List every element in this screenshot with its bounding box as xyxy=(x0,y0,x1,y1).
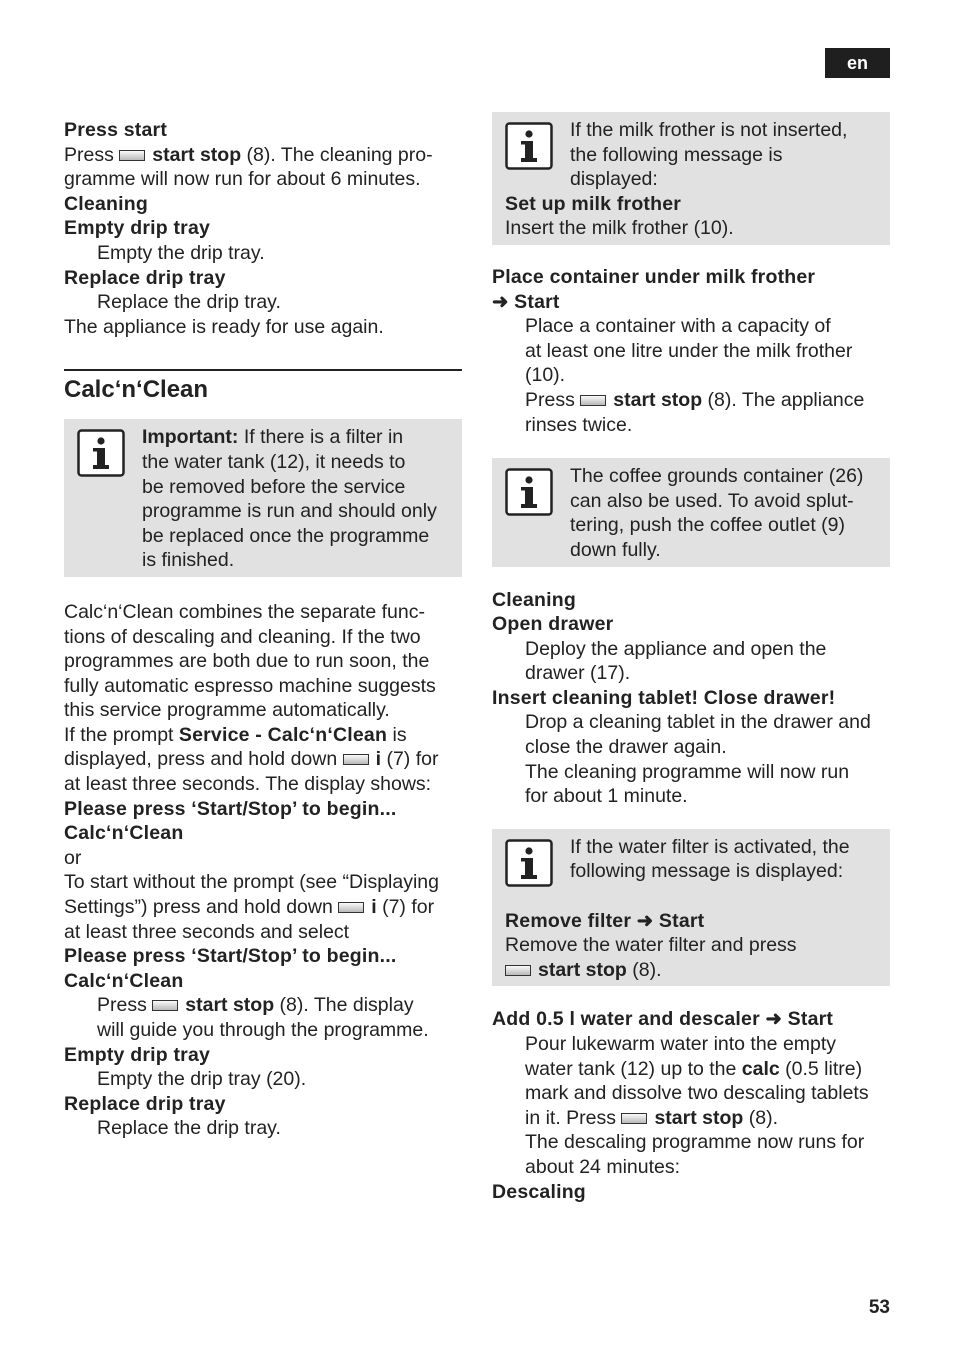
info-icon xyxy=(505,122,553,170)
display-place-container: Place container under milk frother xyxy=(492,265,816,288)
display-please-press-2: Please press ‘Start/Stop’ to begin... xyxy=(64,945,397,968)
press-rinse-line-2: rinses twice. xyxy=(525,413,633,436)
press-start-text-2: gramme will now run for about 6 minutes. xyxy=(64,168,421,191)
page-number: 53 xyxy=(868,1297,890,1318)
display-calc-n-clean: Calc‘n‘Clean xyxy=(64,822,184,845)
paragraph-line: tions of descaling and cleaning. If the two xyxy=(64,625,421,648)
without-line-3: at least three seconds and select xyxy=(64,920,350,943)
section-divider xyxy=(64,369,462,371)
note2-line-4: down fully. xyxy=(570,538,661,561)
prompt-line-2: displayed, press and hold down i (7) for xyxy=(64,748,439,771)
prompt-line-1: If the prompt Service - Calc‘n‘Clean is xyxy=(64,723,407,746)
info-note-important xyxy=(64,419,462,577)
paragraph-line: Calc‘n‘Clean combines the separate func- xyxy=(64,600,425,623)
display-open-drawer: Open drawer xyxy=(492,613,614,636)
note1-line-2: the following message is xyxy=(570,143,783,166)
prompt-line-3: at least three seconds. The display shows: xyxy=(64,773,432,796)
info-note-milk-frother xyxy=(492,112,890,245)
display-insert-tablet: Insert cleaning tablet! Close drawer! xyxy=(492,686,836,709)
note3-line-1: If the water filter is activated, the xyxy=(570,835,850,858)
empty-drip-tray-text: Empty the drip tray. xyxy=(97,241,265,264)
desc-line-1: The descaling programme now runs for xyxy=(525,1131,865,1154)
info-note-grounds-container xyxy=(492,458,890,566)
press-line-2: will guide you through the programme. xyxy=(97,1019,429,1041)
place-line-1: Place a container with a capacity of xyxy=(525,315,831,338)
info-note-water-filter xyxy=(492,829,890,987)
language-badge: en xyxy=(825,48,890,78)
key-icon xyxy=(621,1113,647,1124)
note3-line-3: Remove the water filter and press xyxy=(505,934,797,957)
key-icon xyxy=(505,965,531,976)
note1-line-4: Insert the milk frother (10). xyxy=(505,217,734,240)
paragraph-line: fully automatic espresso machine suggests xyxy=(64,674,436,697)
note-line-6: is finished. xyxy=(142,549,235,572)
key-icon xyxy=(343,754,369,765)
without-line-1: To start without the prompt (see “Displaying xyxy=(64,871,439,894)
note-line-1: Important: If there is a filter in xyxy=(142,426,404,449)
info-icon xyxy=(77,429,125,477)
press-start-text-1: Press start stop (8). The cleaning pro- xyxy=(64,143,433,166)
display-start: ➜ Start xyxy=(492,290,560,313)
note3-line-4: start stop (8). xyxy=(505,958,880,983)
prog-line-2: for about 1 minute. xyxy=(525,785,688,808)
press-line-1: Press start stop (8). The display xyxy=(97,994,414,1017)
note-line-5: be replaced once the programme xyxy=(142,524,430,547)
display-set-up-milk-frother: Set up milk frother xyxy=(505,192,682,215)
arrow-right-icon: ➜ xyxy=(492,290,509,313)
pour-line-4: in it. Press start stop (8). xyxy=(525,1106,778,1129)
display-replace-drip-tray: Replace drip tray xyxy=(64,266,226,289)
display-add-water: Add 0.5 l water and descaler ➜ Start xyxy=(492,1008,834,1031)
without-line-2: Settings”) press and hold down i (7) for xyxy=(64,896,435,919)
deploy-line-2: drawer (17). xyxy=(525,662,631,685)
note3-spacer xyxy=(505,884,880,909)
note3-line-2: following message is displayed: xyxy=(570,860,844,883)
paragraph-line: programmes are both due to run soon, the xyxy=(64,650,430,673)
note-line-4: programme is run and should only xyxy=(142,500,437,523)
note-line-3: be removed before the service xyxy=(142,475,406,498)
or-text: or xyxy=(64,846,82,869)
key-icon xyxy=(338,902,364,913)
note-line-2: the water tank (12), it needs to xyxy=(142,450,406,473)
left-column xyxy=(64,118,462,1141)
display-press-start: Press start xyxy=(64,119,168,141)
display-remove-filter: Remove filter ➜ Start xyxy=(505,909,705,932)
info-icon xyxy=(505,468,553,516)
note1-line-3: displayed: xyxy=(570,168,658,191)
pour-line-1: Pour lukewarm water into the empty xyxy=(525,1033,837,1055)
pour-line-2: water tank (12) up to the calc (0.5 litre) xyxy=(525,1057,863,1080)
note2-line-3: tering, push the coffee outlet (9) xyxy=(570,514,845,537)
replace-drip-tray-text: Replace the drip tray. xyxy=(97,291,281,314)
desc-line-2: about 24 minutes: xyxy=(525,1155,681,1178)
display-cleaning: Cleaning xyxy=(492,588,576,611)
drop-line-1: Drop a cleaning tablet in the drawer and xyxy=(525,711,871,734)
arrow-right-icon: ➜ xyxy=(765,1008,783,1031)
display-descaling: Descaling xyxy=(492,1180,586,1203)
arrow-right-icon: ➜ xyxy=(636,909,654,932)
display-calc-n-clean-2: Calc‘n‘Clean xyxy=(64,969,184,992)
drop-line-2: close the drawer again. xyxy=(525,736,727,759)
note2-line-1: The coffee grounds container (26) xyxy=(570,465,864,488)
display-cleaning: Cleaning xyxy=(64,192,148,215)
info-icon xyxy=(505,839,553,887)
key-icon xyxy=(152,1000,178,1011)
deploy-line-1: Deploy the appliance and open the xyxy=(525,637,827,660)
note1-line-1: If the milk frother is not inserted, xyxy=(570,119,848,141)
display-empty-drip-tray: Empty drip tray xyxy=(64,217,211,240)
replace-drip-tray-text-2: Replace the drip tray. xyxy=(97,1117,281,1140)
right-column xyxy=(492,112,890,1204)
prog-line-1: The cleaning programme will now run xyxy=(525,760,850,783)
display-replace-drip-tray-2: Replace drip tray xyxy=(64,1092,226,1115)
display-please-press: Please press ‘Start/Stop’ to begin... xyxy=(64,797,397,820)
press-rinse-line-1: Press start stop (8). The appliance xyxy=(525,388,865,411)
place-line-3: (10). xyxy=(525,364,566,387)
paragraph-line: this service programme automatically. xyxy=(64,699,390,722)
empty-drip-tray-text-2: Empty the drip tray (20). xyxy=(97,1068,307,1091)
key-icon xyxy=(119,150,145,161)
note2-line-2: can also be used. To avoid splut- xyxy=(570,489,854,512)
section-title: Calc‘n‘Clean xyxy=(64,376,209,404)
pour-line-3: mark and dissolve two descaling tablets xyxy=(525,1082,869,1105)
place-line-2: at least one litre under the milk frother xyxy=(525,339,853,362)
key-icon xyxy=(580,395,606,406)
display-empty-drip-tray-2: Empty drip tray xyxy=(64,1043,211,1066)
ready-text: The appliance is ready for use again. xyxy=(64,315,384,338)
